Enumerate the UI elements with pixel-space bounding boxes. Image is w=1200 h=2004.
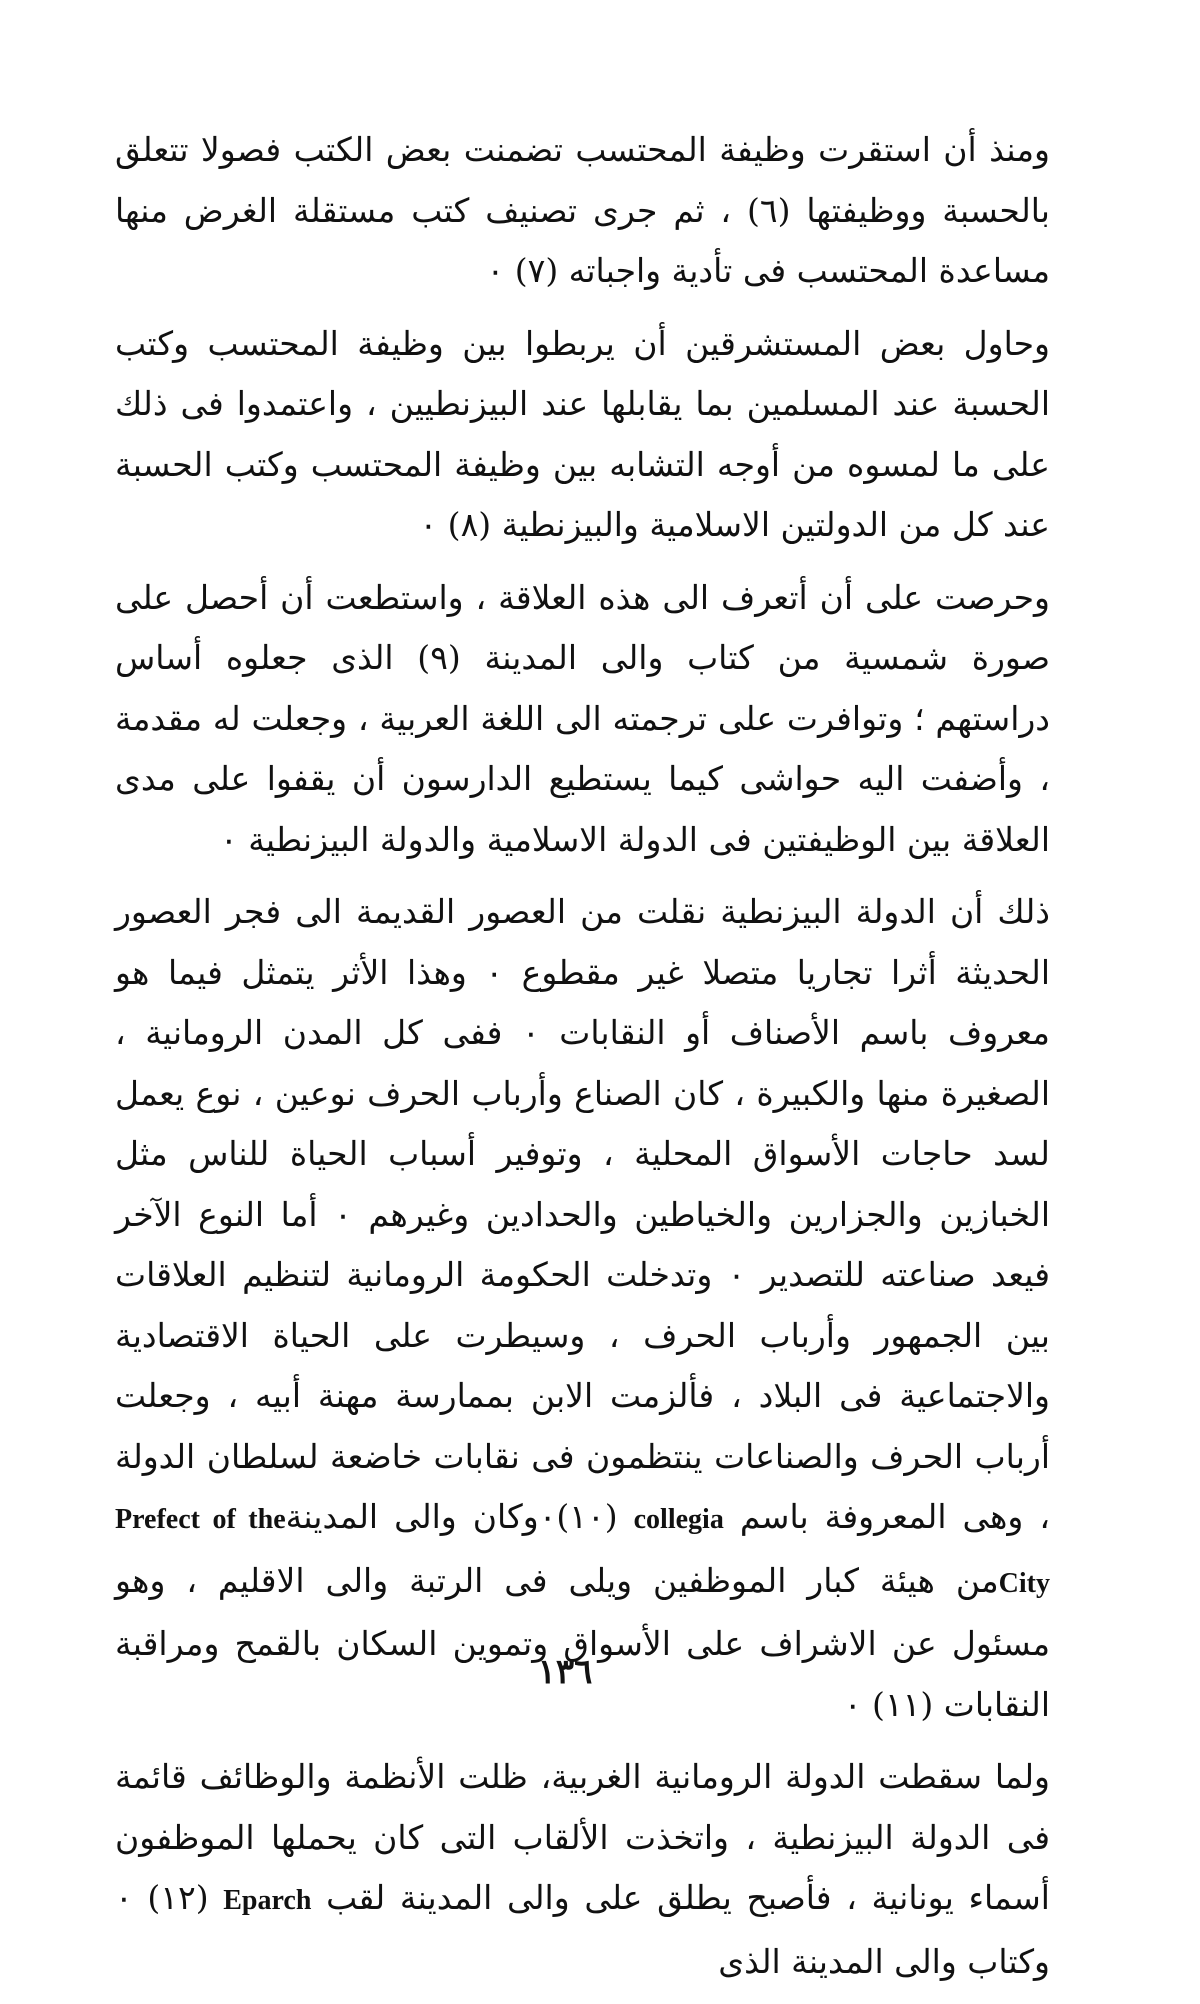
page-body (115, 120, 1050, 2004)
latin-term-eparch: Eparch (223, 1885, 312, 1916)
paragraph-4 (115, 882, 1050, 1735)
paragraph-1 (115, 120, 1050, 302)
paragraph-2 (115, 314, 1050, 556)
paragraph-1-text: ومنذ أن استقرت وظيفة المحتسب تضمنت بعض الكتب فصولا تتعلق بالحسبة ووظيفتها (٦) ، ثم جرى تصنيف كتب مستقلة الغرض منها مساعدة المحتسب فى تأدية واجباته (٧) ٠ (115, 130, 1050, 290)
page-number: ١٣٦ (537, 1652, 593, 1692)
paragraph-5 (115, 1747, 1050, 1992)
paragraph-3 (115, 568, 1050, 871)
paragraph-5-text-d: (١٢) ٠ وكتاب والى المدينة الذى (115, 1878, 1050, 1981)
paragraph-4-text-c: من هيئة كبار الموظفين ويلى فى الرتبة والى الاقليم ، وهو مسئول عن الاشراف على الأسواق وتموين السكان بالقمح ومراقبة النقابات (١١) ٠ (115, 1560, 1050, 1724)
paragraph-4-text-b: (١٠)٠وكان والى المدينة (285, 1497, 618, 1536)
paragraph-5-text: ولما سقطت الدولة الرومانية الغربية، ظلت الأنظمة والوظائف قائمة فى الدولة البيزنطية ، واتخذت الألقاب التى كان يحملها الموظفون أسماء يونانية ، فأصبح يطلق على والى المدينة لقب (115, 1757, 1050, 1917)
paragraph-4-text: ذلك أن الدولة البيزنطية نقلت من العصور القديمة الى فجر العصور الحديثة أثرا تجاريا متصلا غير مقطوع ٠ وهذا الأثر يتمثل فيما هو معروف باسم الأصناف أو النقابات ٠ ففى كل المدن الرومانية ، الصغيرة منها والكبيرة ، كان الصناع وأرباب الحرف نوعين ، نوع يعمل لسد حاجات الأسواق المحلية ، وتوفير أسباب الحياة للناس مثل الخبازين والجزارين والخياطين والحدادين وغيرهم ٠ أما النوع الآخر فيعد صناعته للتصدير ٠ وتدخلت الحكومة الرومانية لتنظيم العلاقات بين الجمهور وأرباب الحرف ، وسيطرت على الحياة الاقتصادية والاجتماعية فى البلاد ، فألزمت الابن بممارسة مهنة أبيه ، وجعلت أرباب الحرف والصناعات ينتظمون فى نقابات خاضعة لسلطان الدولة ، وهى المعروفة باسم (115, 892, 1050, 1536)
latin-term-collegia: collegia (633, 1504, 724, 1535)
paragraph-2-text: وحاول بعض المستشرقين أن يربطوا بين وظيفة المحتسب وكتب الحسبة عند المسلمين بما يقابلها عند البيزنطيين ، واعتمدوا فى ذلك على ما لمسوه من أوجه التشابه بين وظيفة المحتسب وكتب الحسبة عند كل من الدولتين الاسلامية والبيزنطية (٨) ٠ (115, 323, 1050, 544)
paragraph-3-text: وحرصت على أن أتعرف الى هذه العلاقة ، واستطعت أن أحصل على صورة شمسية من كتاب والى المدينة (٩) الذى جعلوه أساس دراستهم ؛ وتوافرت على ترجمته الى اللغة العربية ، وجعلت له مقدمة ، وأضفت اليه حواشى كيما يستطيع الدارسون أن يقفوا على مدى العلاقة بين الوظيفتين فى الدولة الاسلامية والدولة البيزنطية ٠ (115, 577, 1050, 859)
latin-term-prefect: Prefect of the City (115, 1504, 1050, 1599)
